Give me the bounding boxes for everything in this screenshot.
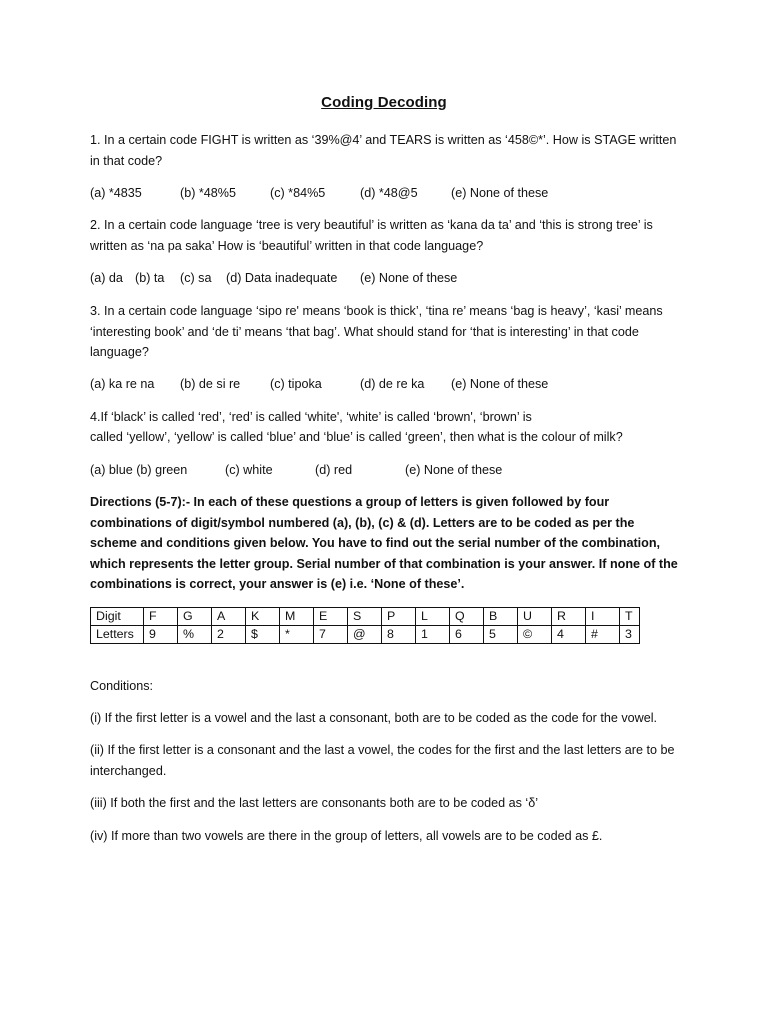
table-cell: T [620,608,640,626]
condition-3: (iii) If both the first and the last letters are consonants both are to be coded as ‘δ’ [90,796,539,810]
table-cell: L [416,608,450,626]
option-d: (d) red [315,463,353,477]
table-cell: 9 [144,626,178,644]
option-a: (a) da [90,271,123,285]
conditions-heading: Conditions: [90,679,154,693]
table-header-digit: Digit [91,608,144,626]
option-b: (b) *48%5 [180,186,237,200]
question-2-text: 2. In a certain code language ‘tree is very beautiful’ is written as ‘kana da ta’ and ‘this is strong tree’ is written as ‘na pa saka’ How is ‘beautiful’ written in that code language? [90,218,653,253]
table-cell: U [518,608,552,626]
table-cell: M [280,608,314,626]
option-e: (e) None of these [451,377,549,391]
table-cell: F [144,608,178,626]
table-cell: 8 [382,626,416,644]
code-table [90,607,640,644]
option-c: (c) white [225,463,273,477]
option-e: (e) None of these [360,271,458,285]
question-4-line-1: 4.If ‘black’ is called ‘red’, ‘red’ is called ‘white', ‘white’ is called ‘brown', ‘brown’ is [90,410,532,424]
directions-text: Directions (5-7):- In each of these questions a group of letters is given followed by four combinations of digit/symbol numbered (a), (b), (c) & (d). Letters are to be coded as per the scheme and conditions given below. You have to find out the serial number of the combination, which represents the letter group. Serial number of that combination is your answer. If none of the combinations is correct, your answer is (e) i.e. ‘None of these’. [90,495,678,591]
option-d: (d) de re ka [360,377,425,391]
table-cell: 5 [484,626,518,644]
table-cell: S [348,608,382,626]
condition-2: (ii) If the first letter is a consonant and the last a vowel, the codes for the first and the last letters are to be interchanged. [90,743,675,778]
table-cell: 6 [450,626,484,644]
option-c: (c) *84%5 [270,186,326,200]
option-b: (b) de si re [180,377,241,391]
table-cell: @ [348,626,382,644]
table-cell: B [484,608,518,626]
table-cell: I [586,608,620,626]
option-c: (c) sa [180,271,212,285]
table-cell: # [586,626,620,644]
option-a: (a) ka re na [90,377,155,391]
option-b: (b) ta [135,271,165,285]
table-cell: 7 [314,626,348,644]
table-cell: P [382,608,416,626]
table-cell: © [518,626,552,644]
table-row-letters [91,626,640,644]
question-1-text: 1. In a certain code FIGHT is written as ‘39%@4’ and TEARS is written as ‘458©*’. How is STAGE written in that code? [90,133,677,168]
table-cell: $ [246,626,280,644]
table-cell: A [212,608,246,626]
question-3-text: 3. In a certain code language ‘sipo re' means ‘book is thick’, ‘tina re’ means ‘bag is heavy’, ‘kasi’ means ‘interesting book’ and ‘de ti’ means ‘that bag’. What should stand for ‘that is interesting’ in that code language? [90,304,663,359]
table-cell: 3 [620,626,640,644]
option-a: (a) *4835 [90,186,142,200]
table-cell: * [280,626,314,644]
option-e: (e) None of these [451,186,549,200]
table-cell: 2 [212,626,246,644]
table-cell: K [246,608,280,626]
table-cell: Q [450,608,484,626]
option-a-b: (a) blue (b) green [90,463,188,477]
table-header-letters: Letters [91,626,144,644]
table-cell: % [178,626,212,644]
condition-4: (iv) If more than two vowels are there in the group of letters, all vowels are to be coded as £. [90,829,603,843]
option-d: (d) *48@5 [360,186,418,200]
table-cell: G [178,608,212,626]
table-cell: E [314,608,348,626]
table-cell: R [552,608,586,626]
table-cell: 4 [552,626,586,644]
option-e: (e) None of these [405,463,503,477]
table-cell: 1 [416,626,450,644]
page-title: Coding Decoding [321,94,447,111]
condition-1: (i) If the first letter is a vowel and the last a consonant, both are to be coded as the code for the vowel. [90,711,658,725]
option-d: (d) Data inadequate [226,271,338,285]
question-4-line-2: called ‘yellow’, ‘yellow’ is called ‘blue’ and ‘blue’ is called ‘green’, then what is the colour of milk? [90,430,623,444]
option-c: (c) tipoka [270,377,322,391]
table-row-digit [91,608,640,626]
